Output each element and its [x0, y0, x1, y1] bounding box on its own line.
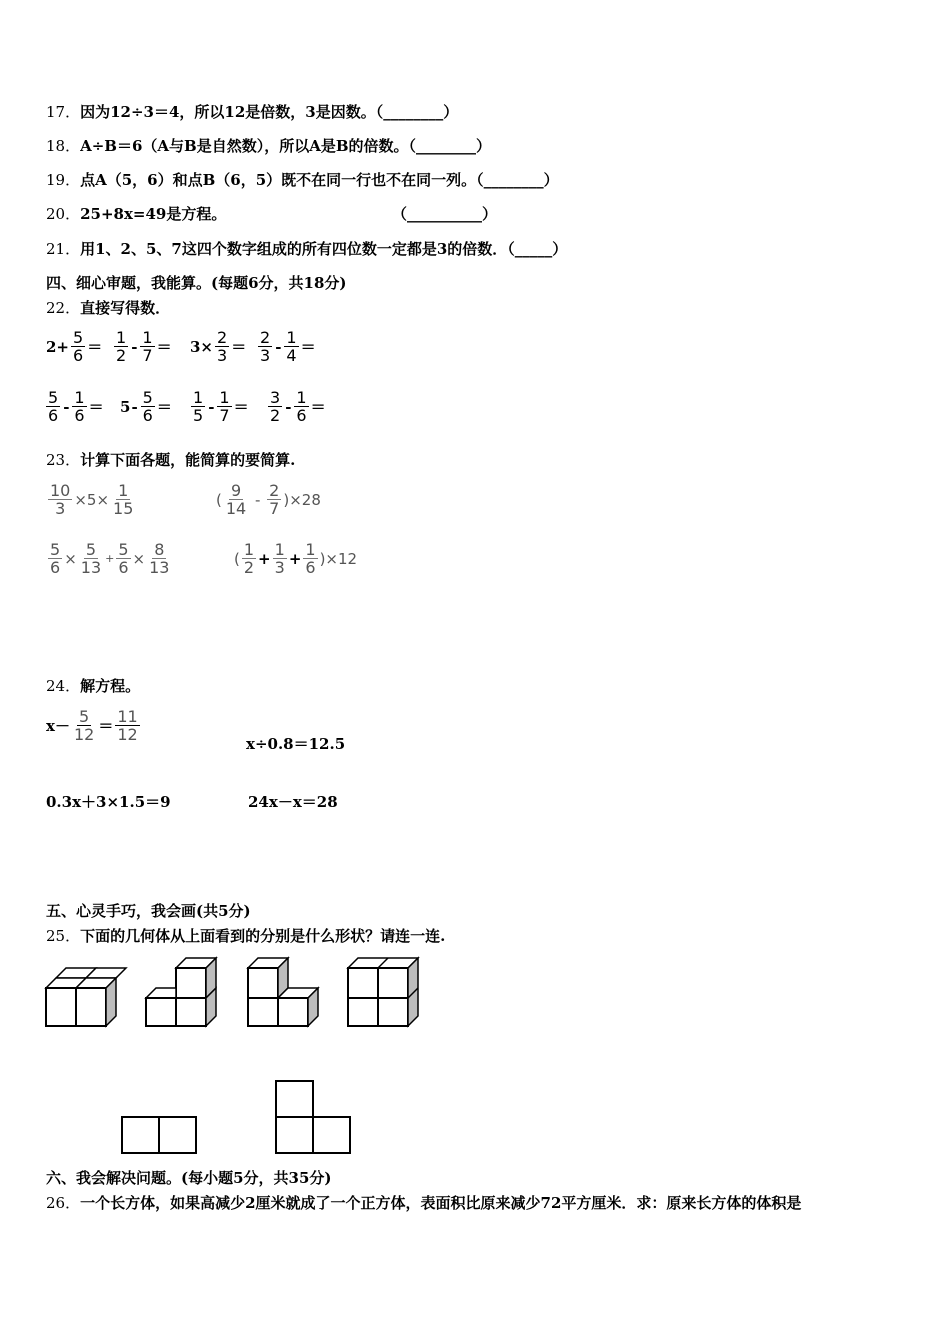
question-number: 25．	[46, 927, 81, 945]
numerator: 1	[74, 388, 85, 407]
paren: (	[234, 549, 240, 568]
question-text: 计算下面各题，能简算的要简算.	[80, 451, 296, 469]
operator: ×	[64, 549, 77, 568]
numerator: 1	[243, 540, 255, 559]
numerator: 1	[305, 540, 316, 559]
equation-2: x÷0.8＝12.5	[246, 735, 346, 753]
question-number: 26．	[46, 1194, 81, 1212]
denominator: 6	[48, 406, 59, 425]
numerator: 1	[118, 481, 129, 500]
numerator: 2	[217, 328, 228, 347]
question-25	[46, 926, 445, 946]
question-21	[46, 239, 567, 259]
question-text: A÷B＝6（A与B是自然数），所以A是B的倍数。（________）	[80, 137, 492, 155]
numerator: 5	[73, 328, 84, 347]
top-view-two-squares[interactable]	[122, 1117, 196, 1153]
calc-expr-2	[216, 482, 321, 517]
fraction	[268, 389, 282, 424]
oral-calc-1	[46, 329, 102, 364]
operator: -	[275, 337, 282, 356]
numerator: 5	[85, 540, 97, 559]
numerator: 5	[142, 388, 153, 407]
numerator: 1	[274, 540, 285, 559]
oral-calc-7	[189, 389, 249, 424]
oral-calc-3	[190, 329, 246, 364]
fraction	[224, 482, 248, 517]
equals-sign: ＝	[98, 717, 114, 735]
fraction	[242, 541, 256, 576]
oral-calc-8	[266, 389, 326, 424]
top-view-shapes	[110, 1075, 370, 1160]
equals-sign: ＝	[87, 338, 103, 356]
question-number: 17．	[46, 103, 81, 121]
top-view-l-shape[interactable]	[276, 1081, 350, 1153]
fraction	[217, 389, 231, 424]
section-5-title: 五、心灵手巧，我会画(共5分)	[46, 902, 251, 920]
question-text: 解方程。	[80, 677, 141, 695]
operator: +	[105, 552, 115, 565]
equation-4: 24x－x＝28	[248, 793, 338, 811]
fraction	[294, 389, 308, 424]
question-number: 18．	[46, 137, 81, 155]
fraction	[46, 389, 60, 424]
operator: +	[258, 549, 271, 568]
operator: -	[285, 397, 292, 416]
denominator: 7	[269, 499, 280, 518]
denominator: 7	[219, 406, 230, 425]
fraction	[116, 541, 130, 576]
denominator: 7	[142, 346, 153, 365]
operator: ×5×	[74, 490, 110, 509]
denominator: 6	[305, 558, 316, 577]
question-number: 21．	[46, 240, 81, 258]
fraction	[284, 329, 298, 364]
question-18	[46, 136, 491, 156]
question-text: 点A（5，6）和点B（6，5）既不在同一行也不在同一列。（________）	[80, 171, 559, 189]
equals-sign: ＝	[88, 398, 104, 416]
operator: -	[131, 337, 138, 356]
expr-part: 3×	[190, 337, 214, 356]
fraction	[111, 482, 135, 517]
denominator: 2	[116, 346, 127, 365]
question-number: 22．	[46, 299, 81, 317]
calc-expr-4	[234, 541, 357, 576]
fraction	[267, 482, 281, 517]
section-6-title: 六、我会解决问题。(每小题5分，共35分)	[46, 1169, 332, 1187]
denominator: 5	[193, 406, 204, 425]
fraction	[258, 329, 272, 364]
denominator: 6	[142, 406, 153, 425]
numerator: 5	[48, 388, 59, 407]
denominator: 12	[73, 725, 95, 744]
denominator: 6	[50, 558, 61, 577]
numerator: 5	[79, 707, 90, 726]
numerator: 1	[286, 328, 297, 347]
solid-figure-4	[348, 958, 418, 1026]
numerator: 1	[193, 388, 204, 407]
paren-tail: )×28	[283, 490, 321, 509]
fraction	[303, 541, 317, 576]
numerator: 5	[118, 540, 129, 559]
numerator: 9	[230, 481, 242, 500]
operator: -	[250, 490, 266, 509]
solid-figure-1	[46, 968, 126, 1026]
question-24	[46, 676, 140, 696]
fraction	[72, 708, 96, 743]
question-text: 下面的几何体从上面看到的分别是什么形状？请连一连.	[80, 927, 446, 945]
question-text: 25+8x=49是方程。	[80, 205, 227, 223]
question-number: 23．	[46, 451, 81, 469]
denominator: 6	[73, 346, 84, 365]
numerator: 1	[142, 328, 153, 347]
fraction	[72, 389, 86, 424]
numerator: 11	[117, 707, 138, 726]
denominator: 13	[149, 558, 170, 577]
fraction	[115, 708, 139, 743]
equation-3: 0.3x＋3×1.5＝9	[46, 793, 171, 811]
question-20-blank[interactable]: （__________）	[392, 205, 498, 223]
question-text: 因为12÷3＝4，所以12是倍数，3是因数。（________）	[80, 103, 459, 121]
denominator: 2	[270, 406, 281, 425]
operator: -	[63, 397, 70, 416]
paren: (	[216, 490, 222, 509]
fraction	[48, 482, 72, 517]
denominator: 2	[243, 558, 255, 577]
fraction	[191, 389, 205, 424]
equation-1	[46, 708, 142, 743]
solid-figure-3	[248, 958, 318, 1026]
solid-figure-2	[146, 958, 216, 1026]
denominator: 3	[274, 558, 285, 577]
question-17	[46, 102, 458, 122]
expr-part: 5	[120, 397, 131, 416]
fraction	[215, 329, 229, 364]
fraction	[273, 541, 287, 576]
numerator: 1	[296, 388, 307, 407]
question-number: 24．	[46, 677, 81, 695]
equals-sign: ＝	[300, 338, 316, 356]
question-text: 直接写得数．	[80, 299, 171, 317]
fraction	[141, 389, 155, 424]
equals-sign: ＝	[233, 398, 249, 416]
denominator: 3	[55, 499, 66, 518]
denominator: 6	[74, 406, 85, 425]
solid-figures	[40, 950, 440, 1035]
paren-tail: )×12	[319, 549, 358, 568]
calc-expr-3	[46, 541, 173, 576]
question-19	[46, 170, 559, 190]
section-4-title: 四、细心审题，我能算。(每题6分，共18分)	[46, 274, 347, 292]
calc-expr-1	[46, 482, 137, 517]
question-number: 19．	[46, 171, 81, 189]
denominator: 3	[260, 346, 271, 365]
expr-part: x－	[46, 717, 70, 735]
fraction	[71, 329, 85, 364]
equals-sign: ＝	[310, 398, 326, 416]
operator: ×	[132, 549, 146, 568]
oral-calc-4	[256, 329, 316, 364]
fraction	[48, 541, 62, 576]
denominator: 3	[217, 346, 228, 365]
numerator: 5	[50, 540, 61, 559]
question-22	[46, 298, 170, 318]
question-number: 20．	[46, 205, 81, 223]
denominator: 6	[296, 406, 307, 425]
numerator: 2	[260, 328, 271, 347]
denominator: 15	[113, 499, 134, 518]
numerator: 3	[270, 388, 281, 407]
numerator: 8	[154, 540, 165, 559]
fraction	[114, 329, 128, 364]
numerator: 2	[269, 481, 280, 500]
denominator: 13	[80, 558, 102, 577]
numerator: 10	[50, 481, 71, 500]
equals-sign: ＝	[156, 338, 172, 356]
equals-sign: ＝	[231, 338, 247, 356]
fraction	[140, 329, 154, 364]
denominator: 6	[118, 558, 129, 577]
equals-sign: ＝	[156, 398, 172, 416]
denominator: 14	[225, 499, 247, 518]
expr-part: 2+	[46, 337, 70, 356]
numerator: 1	[116, 328, 127, 347]
operator: -	[208, 397, 215, 416]
question-text: 一个长方体，如果高减少2厘米就成了一个正方体，表面积比原来减少72平方厘米．求：原来长方体的体积是	[80, 1194, 802, 1212]
fraction	[147, 541, 171, 576]
question-26	[46, 1193, 801, 1213]
oral-calc-6	[120, 389, 172, 424]
question-text: 用1、2、5、7这四个数字组成的所有四位数一定都是3的倍数．（_____）	[80, 240, 568, 258]
denominator: 12	[117, 725, 138, 744]
oral-calc-5	[44, 389, 104, 424]
question-23	[46, 450, 295, 470]
oral-calc-2	[112, 329, 172, 364]
numerator: 1	[219, 388, 230, 407]
fraction	[79, 541, 103, 576]
operator: +	[288, 549, 302, 568]
question-20	[46, 204, 226, 224]
operator: -	[131, 397, 138, 416]
denominator: 4	[286, 346, 297, 365]
